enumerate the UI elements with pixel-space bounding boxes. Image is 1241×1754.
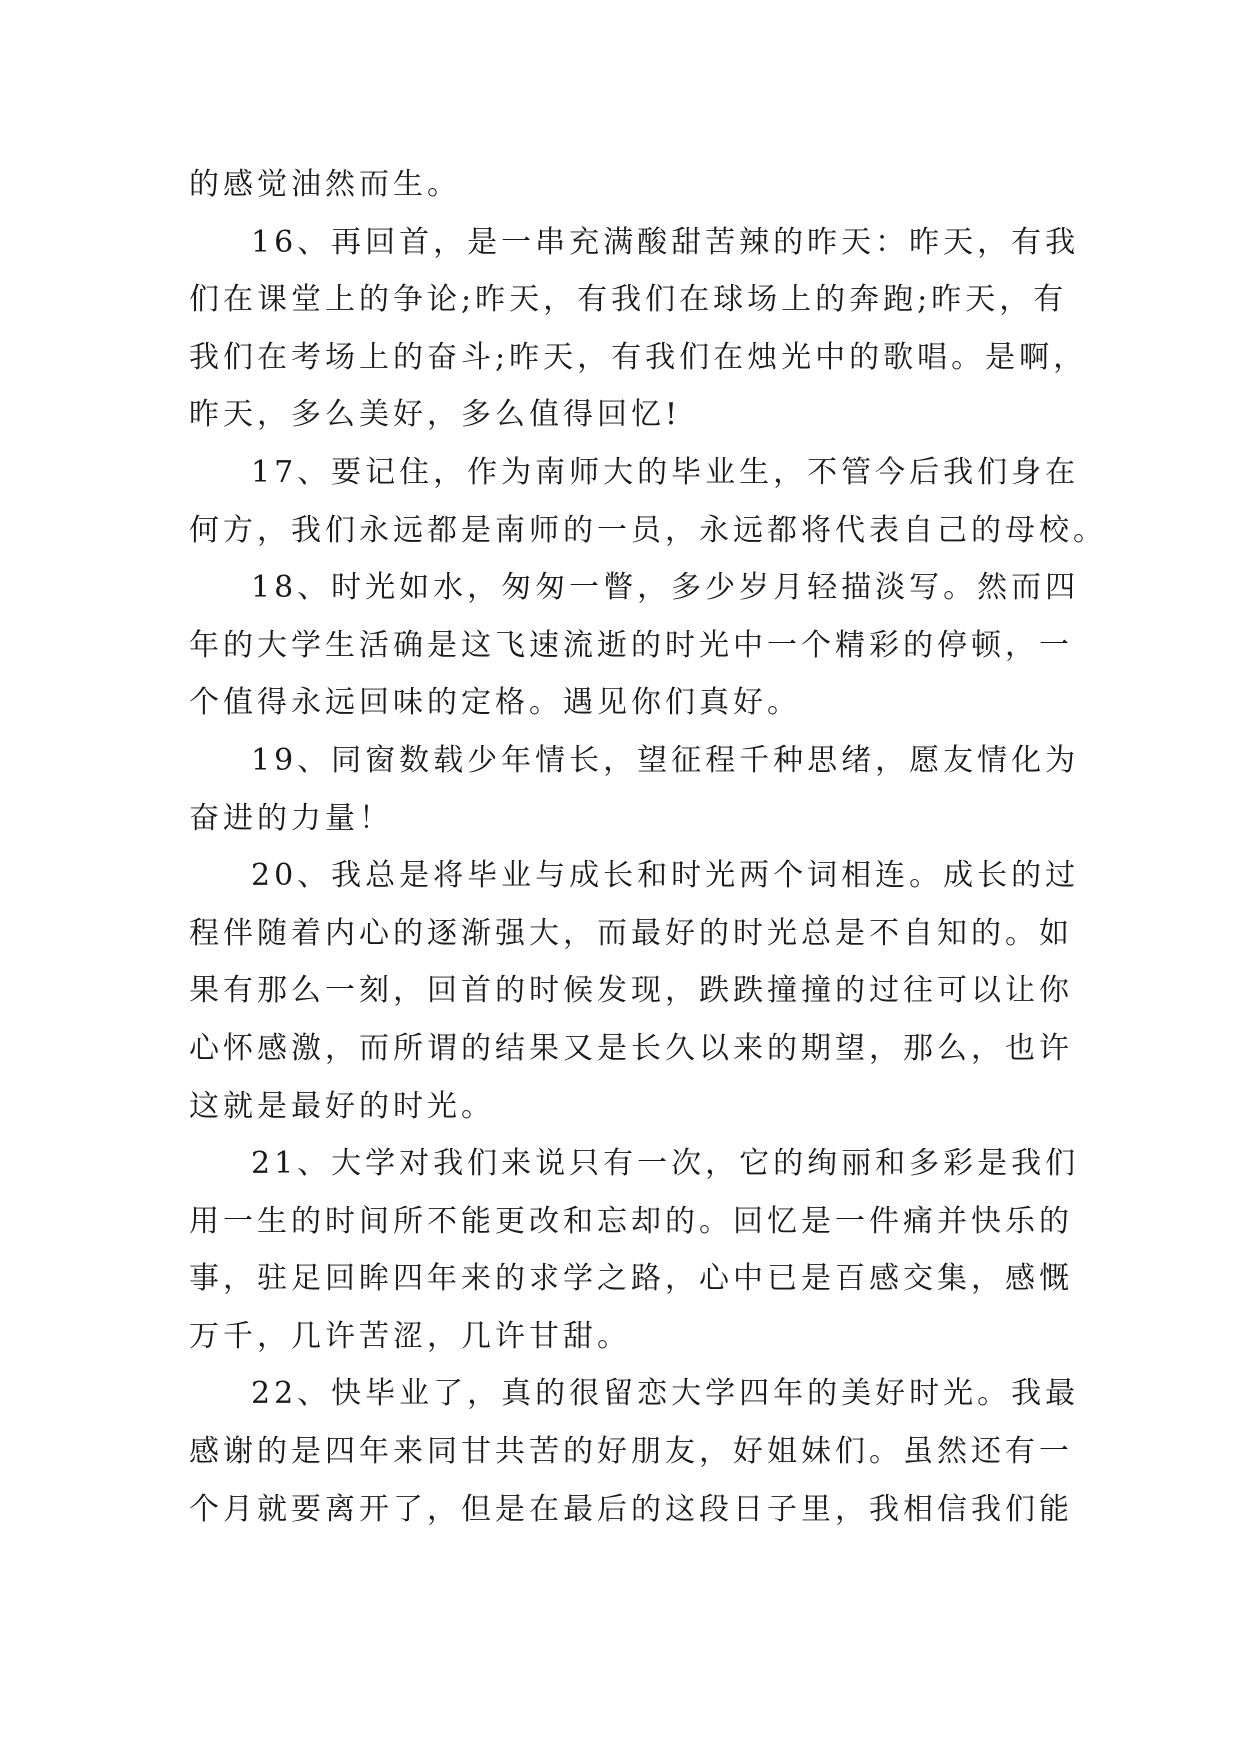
text-line: 的感觉油然而生。 xyxy=(189,167,461,202)
text-line: 这就是最好的时光。 xyxy=(189,1088,495,1124)
text-line: 心怀感激，而所谓的结果又是长久以来的期望，那么，也许 xyxy=(189,1030,1073,1066)
text-line: 程伴随着内心的逐渐强大，而最好的时光总是不自知的。如 xyxy=(189,915,1073,951)
text-line: 个值得永远回味的定格。遇见你们真好。 xyxy=(189,685,801,721)
text-line: 17、要记住，作为南师大的毕业生，不管今后我们身在 xyxy=(251,454,1080,490)
text-line: 我们在考场上的奋斗;昨天，有我们在烛光中的歌唱。是啊， xyxy=(189,339,1088,375)
text-line: 昨天，多么美好，多么值得回忆! xyxy=(189,397,682,433)
text-line: 16、再回首，是一串充满酸甜苦辣的昨天：昨天，有我 xyxy=(251,224,1080,260)
text-line: 20、我总是将毕业与成长和时光两个词相连。成长的过 xyxy=(251,858,1080,894)
text-line: 们在课堂上的争论;昨天，有我们在球场上的奔跑;昨天，有 xyxy=(189,282,1068,318)
text-line: 事，驻足回眸四年来的求学之路，心中已是百感交集，感慨 xyxy=(189,1261,1073,1297)
text-line: 21、大学对我们来说只有一次，它的绚丽和多彩是我们 xyxy=(251,1146,1080,1182)
text-line: 何方，我们永远都是南师的一员，永远都将代表自己的母校。 xyxy=(189,512,1107,548)
text-line: 感谢的是四年来同甘共苦的好朋友，好姐妹们。虽然还有一 xyxy=(189,1434,1073,1470)
text-line: 果有那么一刻，回首的时候发现，跌跌撞撞的过往可以让你 xyxy=(189,973,1073,1009)
text-line: 奋进的力量！ xyxy=(189,800,393,836)
text-line: 年的大学生活确是这飞速流逝的时光中一个精彩的停顿，一 xyxy=(189,627,1073,663)
text-line: 万千，几许苦涩，几许甘甜。 xyxy=(189,1318,631,1354)
text-line: 19、同窗数载少年情长，望征程千种思绪，愿友情化为 xyxy=(251,742,1080,778)
document-body xyxy=(189,156,1107,1538)
text-line: 用一生的时间所不能更改和忘却的。回忆是一件痛并快乐的 xyxy=(189,1203,1073,1239)
text-line: 18、时光如水，匆匆一瞥，多少岁月轻描淡写。然而四 xyxy=(251,570,1080,606)
text-line: 个月就要离开了，但是在最后的这段日子里，我相信我们能 xyxy=(189,1491,1073,1527)
text-line: 22、快毕业了，真的很留恋大学四年的美好时光。我最 xyxy=(251,1376,1080,1412)
